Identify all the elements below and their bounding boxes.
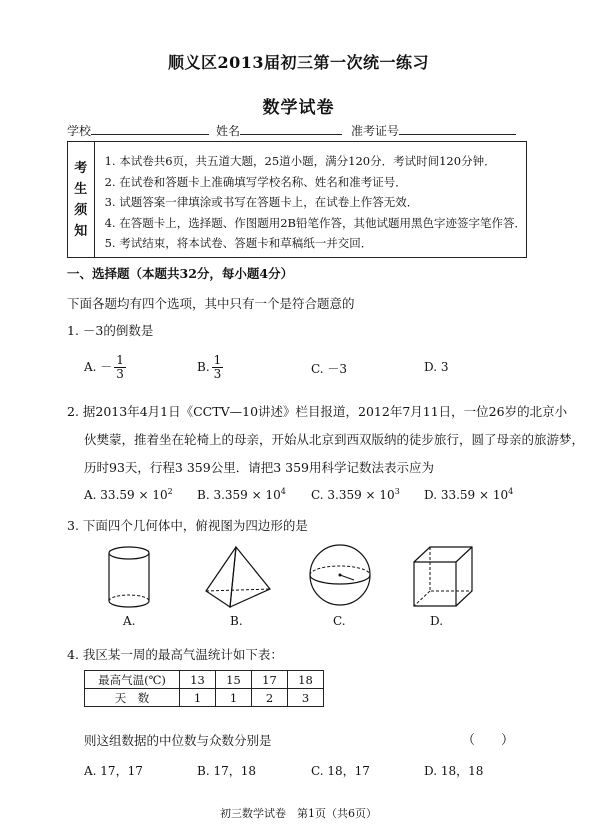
table-row	[85, 671, 324, 689]
candidate-notice-box	[67, 141, 527, 258]
q2-option-a[interactable]: A. $33.59 \times 10^2$	[84, 487, 173, 502]
tetrahedron-icon[interactable]	[200, 543, 276, 613]
name-label: 姓名	[216, 124, 241, 138]
ticket-field	[351, 122, 516, 139]
table-cell: 13	[180, 671, 216, 689]
table-cell: 17	[252, 671, 288, 689]
notice-item: 3. 试题答案一律填涂或书写在答题卡上，在试卷上作答无效．	[104, 195, 419, 209]
table-cell: 1	[180, 689, 216, 707]
ticket-blank[interactable]	[399, 123, 516, 135]
exam-title: 顺义区2013届初三第一次统一练习	[167, 53, 430, 72]
q2-line: 伙樊蒙，推着坐在轮椅上的母亲，开始从北京到西双版纳的徒步旅行，圆了母亲的旅游梦，	[84, 432, 585, 447]
name-blank[interactable]	[240, 123, 342, 135]
q3-label-c[interactable]: C.	[333, 614, 346, 628]
cylinder-icon[interactable]	[103, 544, 155, 612]
q4-option-a[interactable]: A. 17，17	[84, 764, 143, 778]
fraction: $\frac{1}{3}$	[116, 353, 124, 381]
page-footer: 初三数学试卷 第1页（共6页）	[220, 807, 377, 820]
notice-items	[95, 142, 526, 257]
notice-item: 2. 在试卷和答题卡上准确填写学校名称、姓名和准考证号．	[104, 174, 407, 189]
table-row	[85, 689, 324, 707]
q2-option-b[interactable]: B. $3.359 \times 10^4$	[197, 487, 286, 502]
sphere-icon[interactable]	[307, 542, 373, 608]
q4-option-b[interactable]: B. 17，18	[197, 764, 256, 778]
name-field	[216, 122, 342, 139]
q3-label-a[interactable]: A.	[123, 614, 136, 628]
notice-label: 考 生 须 知	[68, 142, 95, 257]
answer-bracket[interactable]: （ ）	[462, 733, 515, 748]
table-header-cell: 最高气温(℃)	[85, 671, 180, 689]
q1-option-c[interactable]: C. －3	[311, 362, 348, 376]
q3-stem: 3. 下面四个几何体中，俯视图为四边形的是	[67, 518, 308, 533]
table-cell: 15	[216, 671, 252, 689]
q4-option-c[interactable]: C. 18，17	[311, 764, 370, 778]
fraction: $\frac{1}{3}$	[213, 353, 222, 381]
cube-icon[interactable]	[410, 544, 476, 610]
q4-stem: 4. 我区某一周的最高气温统计如下表：	[67, 647, 283, 662]
table-cell: 1	[216, 689, 252, 707]
notice-item: 4. 在答题卡上，选择题、作图题用2B铅笔作答，其他试题用黑色字迹签字笔作答．	[104, 215, 526, 230]
table-cell: 2	[252, 689, 288, 707]
notice-item: 1. 本试卷共6页，共五道大题，25道小题，满分120分．考试时间120分钟．	[104, 154, 496, 168]
q1-option-a[interactable]: A. － $\frac{1}{3}$	[84, 353, 124, 381]
q1-option-d[interactable]: D. 3	[424, 360, 449, 374]
q2-option-c[interactable]: C. $3.359 \times 10^3$	[311, 487, 400, 502]
table-header-cell: 天 数	[85, 689, 180, 707]
school-blank[interactable]	[91, 123, 209, 135]
table-cell: 3	[288, 689, 324, 707]
q1-option-b[interactable]: B. $\frac{1}{3}$	[197, 353, 222, 381]
q3-label-d[interactable]: D.	[430, 614, 444, 628]
section-heading: 一、选择题（本题共32分，每小题4分）	[67, 266, 294, 281]
notice-item: 5. 考试结束，将本试卷、答题卡和草稿纸一并交回．	[104, 236, 373, 250]
q2-line: 历时93天，行程3 359公里．请把3 359用科学记数法表示应为	[84, 460, 434, 475]
table-cell: 18	[288, 671, 324, 689]
school-label: 学校	[67, 124, 92, 138]
q1-stem: 1. －3的倒数是	[67, 323, 154, 338]
temperature-table	[84, 670, 324, 707]
q4-option-d[interactable]: D. 18，18	[424, 764, 484, 778]
section-intro: 下面各题均有四个选项，其中只有一个是符合题意的	[67, 296, 355, 311]
q4-question: 则这组数据的中位数与众数分别是	[84, 733, 272, 748]
q3-label-b[interactable]: B.	[230, 614, 243, 628]
q2-option-d[interactable]: D. $33.59 \times 10^4$	[424, 487, 514, 502]
school-field	[67, 122, 209, 139]
ticket-label: 准考证号	[351, 124, 400, 138]
q2-line: 2. 据2013年4月1日《CCTV—10讲述》栏目报道，2012年7月11日，一位26岁的北京小	[67, 404, 568, 419]
exam-subtitle: 数学试卷	[262, 98, 335, 118]
